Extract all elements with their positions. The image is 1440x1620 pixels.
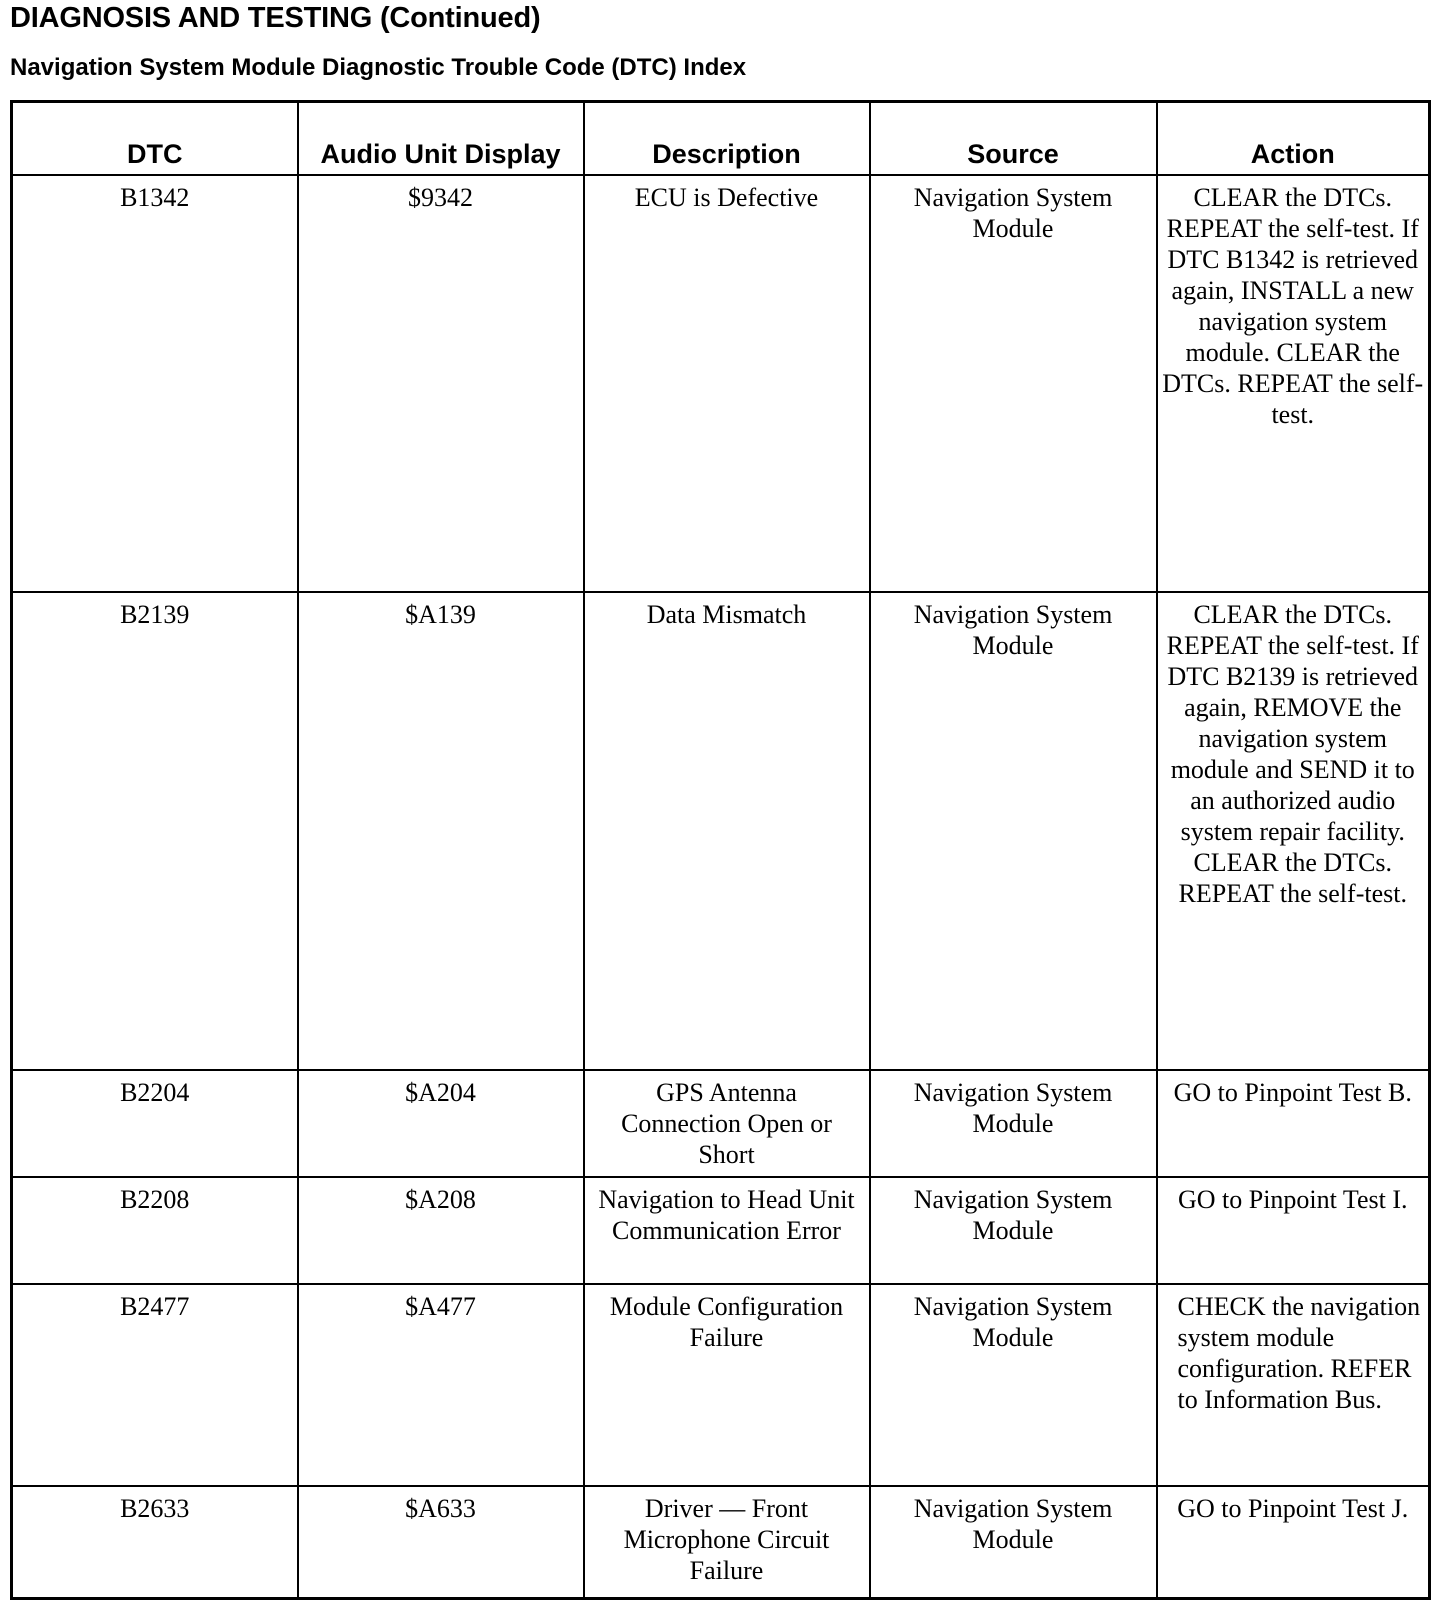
- column-header-source: Source: [870, 102, 1157, 176]
- table-row: [12, 1177, 1430, 1284]
- audio-unit-display-cell: $A204: [298, 1070, 584, 1177]
- description-cell: Driver — Front Microphone Circuit Failure: [584, 1486, 870, 1599]
- dtc-cell: B2139: [12, 592, 298, 1070]
- audio-unit-display-cell: $A633: [298, 1486, 584, 1599]
- description-cell: ECU is Defective: [584, 175, 870, 592]
- description-cell: Module Configuration Failure: [584, 1284, 870, 1486]
- table-row: [12, 1070, 1430, 1177]
- dtc-cell: B2633: [12, 1486, 298, 1599]
- page-title: DIAGNOSIS AND TESTING (Continued): [10, 2, 541, 34]
- action-cell: CHECK the navigation system module configuration. REFER to Information Bus.: [1157, 1284, 1430, 1486]
- action-cell: CLEAR the DTCs. REPEAT the self-test. If DTC B1342 is retrieved again, INSTALL a new navigation system module. CLEAR the DTCs. REPEAT the self-test.: [1157, 175, 1430, 592]
- table-row: [12, 592, 1430, 1070]
- description-cell: Data Mismatch: [584, 592, 870, 1070]
- source-cell: Navigation System Module: [870, 1284, 1157, 1486]
- dtc-cell: B2208: [12, 1177, 298, 1284]
- audio-unit-display-cell: $A208: [298, 1177, 584, 1284]
- action-cell: GO to Pinpoint Test B.: [1157, 1070, 1430, 1177]
- audio-unit-display-cell: $A477: [298, 1284, 584, 1486]
- description-cell: GPS Antenna Connection Open or Short: [584, 1070, 870, 1177]
- source-cell: Navigation System Module: [870, 592, 1157, 1070]
- action-cell: GO to Pinpoint Test J.: [1157, 1486, 1430, 1599]
- dtc-cell: B2204: [12, 1070, 298, 1177]
- column-header-dtc: DTC: [12, 102, 298, 176]
- column-header-action: Action: [1157, 102, 1430, 176]
- table-row: [12, 1486, 1430, 1599]
- table-header-row: [12, 102, 1430, 176]
- audio-unit-display-cell: $A139: [298, 592, 584, 1070]
- table-row: [12, 1284, 1430, 1486]
- source-cell: Navigation System Module: [870, 1070, 1157, 1177]
- dtc-cell: B2477: [12, 1284, 298, 1486]
- action-cell: CLEAR the DTCs. REPEAT the self-test. If DTC B2139 is retrieved again, REMOVE the navigation system module and SEND it to an authorized audio system repair facility. CLEAR the DTCs. REPEAT the self-test.: [1157, 592, 1430, 1070]
- column-header-audio-unit-display: Audio Unit Display: [298, 102, 584, 176]
- audio-unit-display-cell: $9342: [298, 175, 584, 592]
- section-title: Navigation System Module Diagnostic Trouble Code (DTC) Index: [10, 54, 747, 81]
- dtc-cell: B1342: [12, 175, 298, 592]
- table-row: [12, 175, 1430, 592]
- dtc-index-table: [10, 100, 1431, 1600]
- column-header-description: Description: [584, 102, 870, 176]
- source-cell: Navigation System Module: [870, 1177, 1157, 1284]
- source-cell: Navigation System Module: [870, 175, 1157, 592]
- description-cell: Navigation to Head Unit Communication Error: [584, 1177, 870, 1284]
- action-cell: GO to Pinpoint Test I.: [1157, 1177, 1430, 1284]
- source-cell: Navigation System Module: [870, 1486, 1157, 1599]
